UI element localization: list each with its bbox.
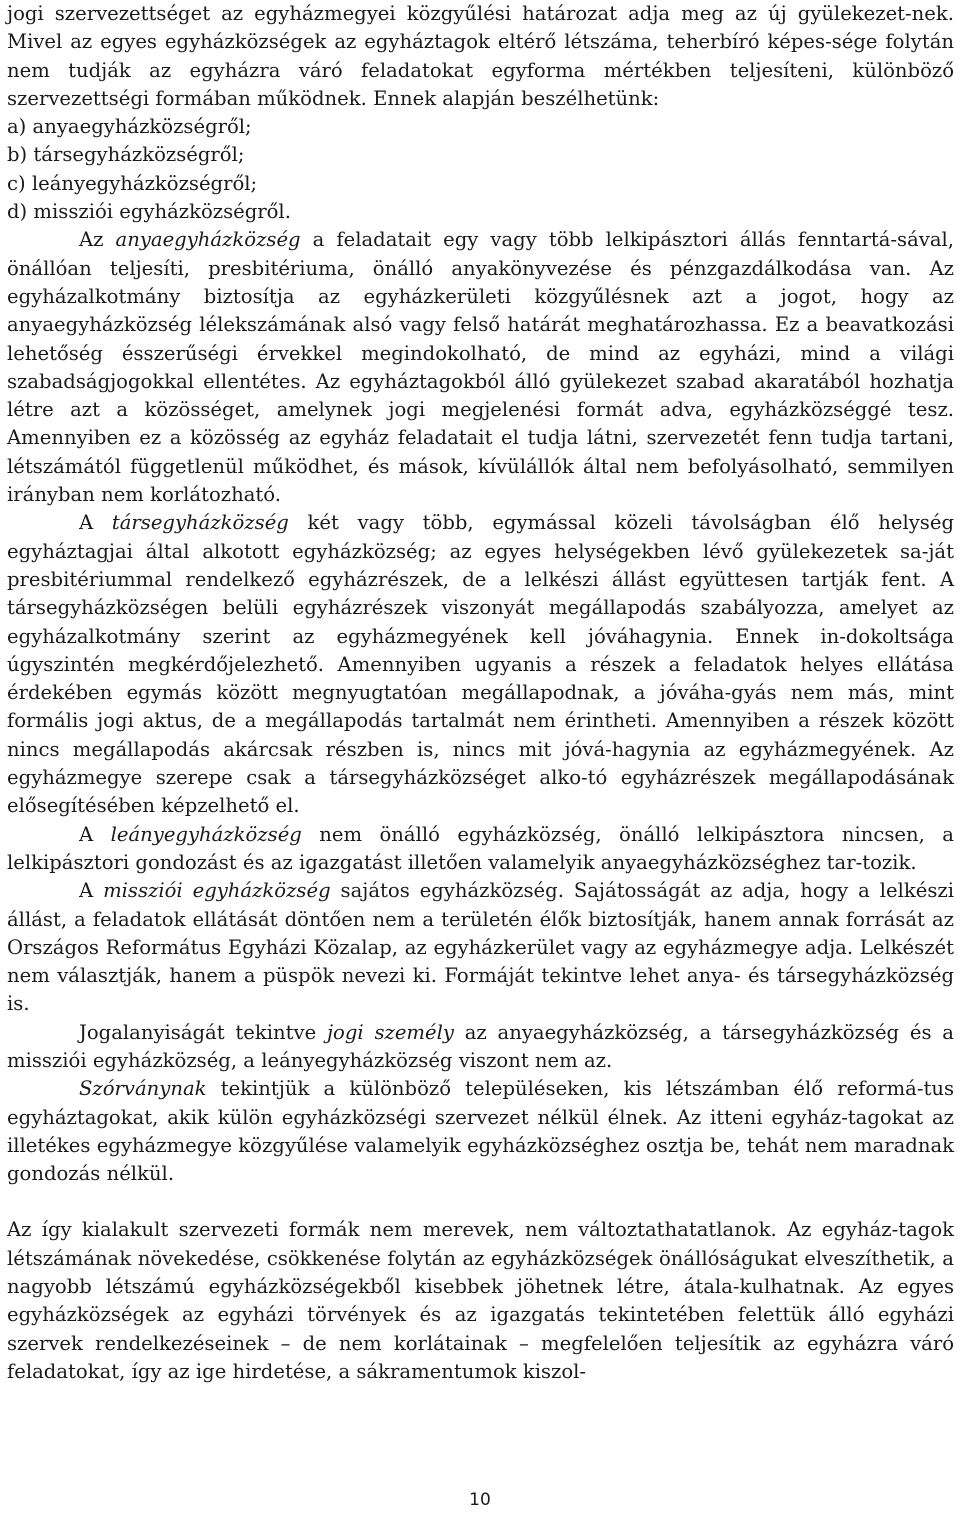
paragraph-body: nem önálló egyházközség, önálló lelkipásztora nincsen, a lelkipásztori gondozást és az igazgatást illetően valamelyik anyaegyházközséghez tar-tozik.	[7, 822, 954, 874]
paragraph-body: két vagy több, egymással közeli távolságban élő helység egyháztagjai által alkotott egyházközség; az egyes helységekben lévő gyülekezetek sa-ját presbitériummal rendelkező egyházrészek, de a lelkészi állást együttesen tartják fent. A társegyházközségen belüli egyházrészek viszonyát megállapodás szabályozza, amelyet az egyházalkotmány szerint az egyházmegyének kell jóváhagynia. Ennek in-dokoltsága úgyszintén megkérdőjelezhető. Amennyiben ugyanis a részek a feladatok helyes ellátása érdekében egymás között megnyugtatóan megállapodnak, a jóváha-gyás nem más, mint formális jogi aktus, de a megállapodás tartalmát nem érintheti. Amennyiben a részek között nincs megállapodás akárcsak részben is, nincs mit jóvá-hagynia az egyházmegyének. Az egyházmegye szerepe csak a társegyházközséget alko-tó egyházrészek megállapodásának elősegítésében képzelhető el.	[7, 511, 954, 818]
paragraph-lead: A	[79, 822, 111, 846]
paragraph-tarsegyhazkozseg	[7, 509, 954, 820]
list-item-anya: a) anyaegyházközségről;	[7, 115, 252, 139]
paragraph-spacer	[7, 1188, 954, 1216]
paragraph-misszioi-egyhazkozseg	[7, 877, 954, 1018]
paragraph-lead: A	[79, 879, 104, 903]
list-item-misszioi: d) missziói egyházközségről.	[7, 200, 291, 224]
page-number: 10	[469, 1490, 491, 1510]
paragraph-lead: Jogalanyiságát tekintve	[79, 1020, 327, 1044]
paragraph-intro: jogi szervezettséget az egyházmegyei közgyűlési határozat adja meg az új gyülekezet-nek. Mivel az egyes egyházközségek az egyháztagok eltérő létszáma, teherbíró képes-sége folytán nem tudják az egyházra váró feladatokat egyforma mértékben teljesíteni, különböző szervezettségi formában működnek. Ennek alapján beszélhetünk:	[7, 2, 954, 110]
list-item-tars: b) társegyházközségről;	[7, 143, 245, 167]
paragraph-szorvany	[7, 1075, 954, 1188]
paragraph-lead: Az	[79, 228, 116, 252]
paragraph-body: sajátos egyházközség. Sajátosságát az adja, hogy a lelkészi állást, a feladatok ellátását döntően nem a területén élők biztosítják, hanem annak forrását az Országos Református Egyházi Közalap, az egyházkerület vagy az egyházmegye adja. Lelkészét nem választják, hanem a püspök nevezi ki. Formáját tekintve lehet anya- és társegyházközség is.	[7, 879, 954, 1016]
term-misszioi-egyhazkozseg: missziói egyházközség	[103, 879, 331, 903]
paragraph-body: tekintjük a különböző településeken, kis létszámban élő reformá-tus egyháztagokat, akik külön egyházközségi szervezet nélkül élnek. Az itteni egyház-tagokat az illetékes egyházmegye közgyűlése valamelyik egyházközséghez osztja be, tehát nem maradnak gondozás nélkül.	[7, 1077, 954, 1186]
term-jogi-szemely: jogi személy	[326, 1020, 454, 1044]
term-szorvany: Szórványnak	[79, 1077, 207, 1101]
paragraph-jogalanyisag	[7, 1019, 954, 1076]
term-tarsegyhazkozseg: társegyházközség	[111, 511, 289, 535]
list-item-leany: c) leányegyházközségről;	[7, 171, 258, 195]
paragraph-leanyegyhazkozseg	[7, 821, 954, 878]
term-leanyegyhazkozseg: leányegyházközség	[110, 822, 302, 846]
term-anyaegyhazkozseg: anyaegyházközség	[115, 228, 301, 252]
paragraph-szervezeti-formak: Az így kialakult szervezeti formák nem merevek, nem változtathatatlanok. Az egyház-tagok létszámának növekedése, csökkenése folytán az egyházközségek önállóságukat elveszíthetik, a nagyobb létszámú egyházközségekből kisebbek jöhetnek létre, átala-kulhatnak. Az egyes egyházközségek az egyházi törvények és az igazgatás tekintetében felettük álló egyházi szervek rendelkezéseinek – de nem korlátainak – megfelelően teljesítik az egyházra váró feladatokat, így az ige hirdetése, a sákramentumok kiszol-	[7, 1218, 954, 1383]
paragraph-body: a feladatait egy vagy több lelkipásztori állás fenntartá-sával, önállóan teljesíti, presbitériuma, önálló anyakönyvezése és pénzgazdálkodása van. Az egyházalkotmány biztosítja az egyházkerületi közgyűlésnek azt a jogot, hogy az anyaegyházközség lélekszámának alsó vagy felső határát meghatározhassa. Ez a beavatkozási lehetőség ésszerűségi érvekkel megindokolható, de mind az egyházi, mind a világi szabadságjogokkal ellentétes. Az egyháztagokból álló gyülekezet szabad akaratából hozhatja létre azt a közösséget, amelynek jogi megjelenési formát adva, egyházközséggé tesz. Amennyiben ez a közösség az egyház feladatait el tudja látni, szervezetét fenn tudja tartani, létszámától függetlenül működhet, és mások, kívülállók által nem befolyásolható, semmilyen irányban nem korlátozható.	[7, 228, 955, 507]
paragraph-body: az anyaegyházközség, a társegyházközség és a missziói egyházközség, a leányegyházközség viszont nem az.	[7, 1020, 954, 1072]
paragraph-lead: A	[79, 511, 112, 535]
paragraph-anyaegyhazkozseg	[7, 226, 954, 509]
document-page	[7, 0, 954, 1386]
